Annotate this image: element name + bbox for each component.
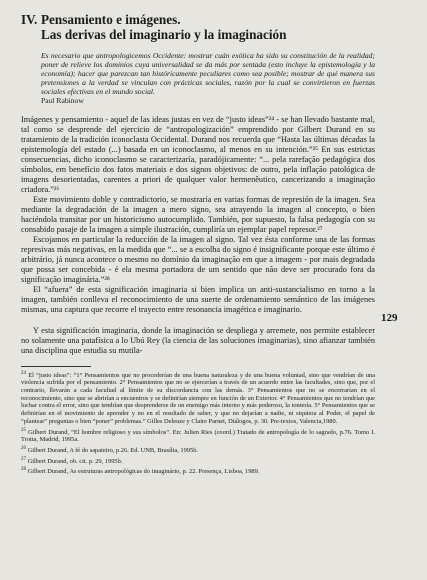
paragraph: El “afuera” de esta significación imaginaria si bien implica un anti-sustancialismo en torno a la imagen, también conlleva el reconocimiento de una suerte de ordenamiento semántico de las imágenes mismas, una captura que recorre el trayecto entre resonancia imagética e imaginario. — [21, 285, 375, 315]
footnote-divider — [21, 366, 91, 367]
footnote-text: Gilbert Durand, “El hombre religioso y sus símbolos”. En: Julien Ries (coord.) Tratado de antropología de lo sagrado, p.76. Tomo I. Trotta, Madrid, 1995a. — [21, 428, 375, 444]
footnote — [21, 468, 375, 476]
paragraph: Y esta significación imaginaria, donde la imaginación se despliega y arremete, nos permite establecer no solamente una patafísica a lo Ubú Rey (la ciencia de las soluciones imaginarias), sino afianzar también una disciplina que estudia su mutila- — [21, 325, 375, 355]
epigraph — [41, 51, 375, 106]
epigraph-text: Es necesario que antropologicemos Occidente: mostrar cuán exótica ha sido su constitución de la realidad; poner de relieve los dominios cuya universalidad se da más por sentada (esto incluye la epistemología y la economía); hacer que parezcan tan históricamente peculiares como sea posible; mostrar de qué manera sus pretensiones a la verdad se vinculan con prácticas sociales, razón por la cual se convirtieron en fuerzas sociales efectivas en el mundo social. — [41, 51, 375, 97]
footnote-text: Gilbert Durand, A fé do sapateiro, p.26. Ed. UNB, Brasília, 1995b. — [27, 446, 198, 454]
paragraph: Este movimiento doble y contradictorio, se mostraría en varias formas de represión de la imagen. Sea mediante la degradación de la imagen a mero signo, sea atrayendo la imagen al concepto, o bien haciéndola transitar por un historicismo autocumplido. También, por supuesto, la falsa pedagogía con su consabido pasaje de la imagen a simple ilustración, cumpliría un ejemplar papel represor.²⁷ — [21, 194, 375, 235]
footnote-ref: 25 — [21, 427, 26, 433]
text-column — [21, 12, 375, 479]
chapter-number: IV. — [21, 12, 38, 27]
page-number: 129 — [381, 312, 398, 324]
paragraph: Imágenes y pensamiento - aquel de las ideas justas en vez de “justo ideas”²⁴ - se han llevado bastante mal, tal como se desprende del ejercicio de “antropologización” emprendido por Gilbert Durand en su tratamiento de la tradición iconoclasta Occidental. Durand nos recuerda que “Hasta las últimas décadas la epistemología del estado (...) basada en un iconoclasmo, al menos en su intención.”²⁵ En sus estrictas consecuencias, dicho iconoclasmo se caracterizaría, paradójicamente: “... pela rarefação pedagógica dos símbolos, em benefício dos fatos materiais e dos signos objetivos: de outro, pela inflação patológica de imagens desorientadas, carentes a priori de qualquer valor hermenêutico, cancerizando a imaginação criadora.”²⁶ — [21, 114, 375, 194]
footnote-text: El “justo ideas”: “1° Pensamientos que no procederían de una buena naturaleza y de una buena voluntad, sino que vendrían de una violencia sufrida por el pensamiento. 2° Pensamientos que no se ejercerían a través de un acuerdo entre las facultades, sino que, por el contrario, llevarán a cada facultad al límite de su discordancia con las demás. 3° Pensamientos que no se encerrarían en el reconocimiento, sino que se abrirían a encuentros y se definirían siempre en función de un Exterior. 4° Pensamientos que no tendrían que luchar contra el error, sino que tendrían que desprenderse de un enemigo más interno y más poderoso, la tontería. 5° Pensamientos que se definirían en el movimiento de aprender y no en el resultado de saber, y que no dejarían a nadie, ni siquiera al Poder, el papel de “plantear” preguntas o bien “poner” problemas.” Gilles Deleuze y Claire Parnet, Diálogos, p. 30. Pre-textos, Valencia,1980. — [21, 371, 375, 425]
footnote-text: Gilbert Durand, ob. cit. p. 29, 1995b. — [27, 457, 123, 465]
footnote — [21, 458, 375, 466]
chapter-title-line1: Pensamiento e imágenes. — [41, 12, 181, 27]
body-text — [21, 115, 375, 356]
footnote-ref: 24 — [21, 370, 26, 376]
footnote-ref: 27 — [21, 456, 26, 462]
footnote — [21, 372, 375, 426]
footnote — [21, 447, 375, 455]
chapter-title-line2: Las derivas del imaginario y la imaginación — [41, 27, 287, 42]
epigraph-author: Paul Rabinow — [41, 96, 84, 106]
footnote — [21, 429, 375, 444]
paragraph: Escojamos en particular la reducción de la imagen al signo. Tal vez ésta conforme una de las formas represivas más negativas, en la medida que “... se a escolha do signo é insignificante porque este último é arbitrário, já nunca acontece o mesmo no domínio da imaginação em que a imagem - por mais degradada que possa ser concebida - é ela mesma portadora de um sentido que não deve ser procurado fora da significação imaginária.”²⁸ — [21, 235, 375, 285]
chapter-heading — [21, 12, 375, 42]
footnote-text: Gilbert Durand, As estruturas antropológicas do imaginário, p. 22. Presença, Lisboa, 1989. — [27, 468, 260, 476]
footnote-ref: 26 — [21, 445, 26, 451]
footnote-ref: 28 — [21, 467, 26, 473]
footnotes — [21, 372, 375, 476]
